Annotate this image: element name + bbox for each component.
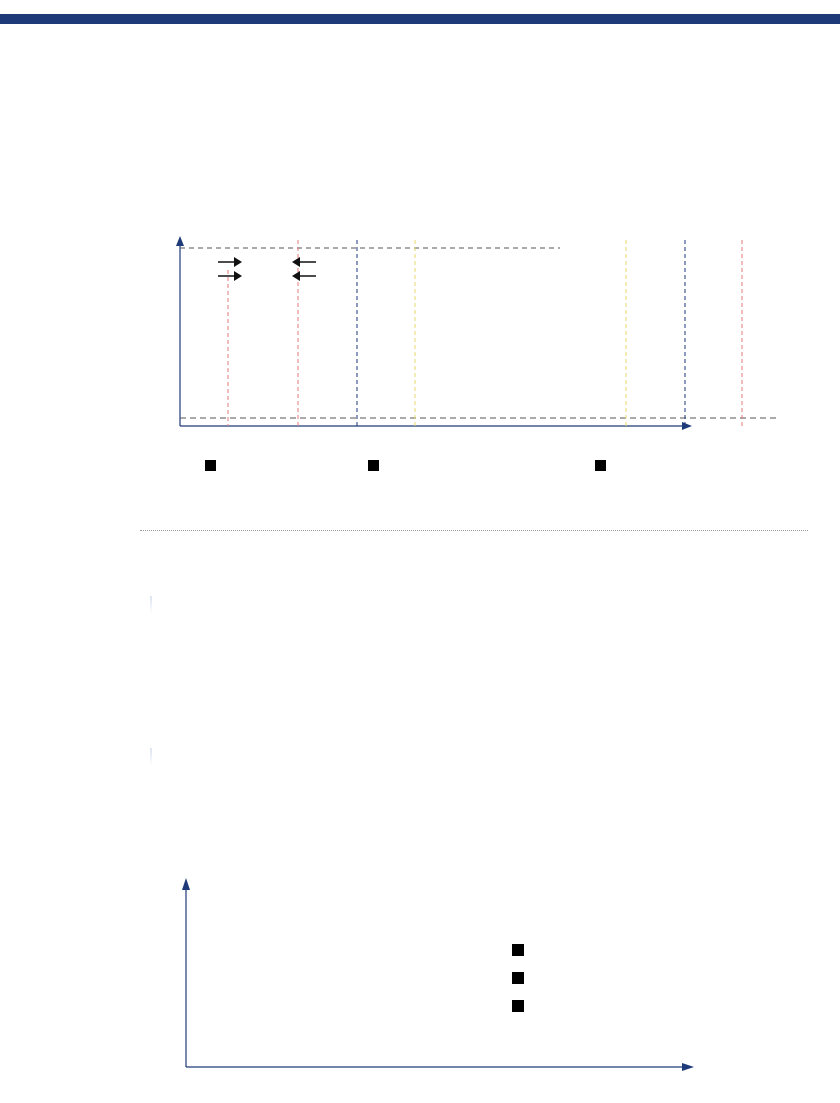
legend-swatch-servo: [205, 460, 216, 471]
response-arrow-icon: [234, 271, 242, 281]
legend-swatch-dosing: [595, 460, 606, 471]
series-line-dosing: [180, 244, 780, 426]
legend-swatch-servo: [512, 944, 524, 956]
series-line-servo: [180, 242, 780, 420]
repeat-accuracy-chart: [0, 860, 840, 1100]
x-axis-arrow-icon: [682, 422, 692, 430]
x-axis-arrow-icon: [682, 1063, 694, 1071]
section-divider: [140, 530, 808, 531]
response-curve-chart: [0, 0, 840, 520]
response-arrow-icon: [292, 271, 300, 281]
response-arrow-icon: [292, 257, 300, 267]
series-line-variable: [180, 245, 780, 426]
y-axis-arrow-icon: [176, 236, 184, 246]
response-arrow-icon: [234, 257, 242, 267]
section-mark: [150, 596, 152, 614]
section-title-service: [183, 744, 186, 762]
section-title-accurate: [183, 592, 186, 610]
legend-swatch-dosing: [512, 1000, 524, 1012]
section-mark: [150, 748, 152, 766]
legend-swatch-variable: [368, 460, 379, 471]
legend-swatch-variable: [512, 972, 524, 984]
y-axis-arrow-icon: [182, 878, 190, 890]
